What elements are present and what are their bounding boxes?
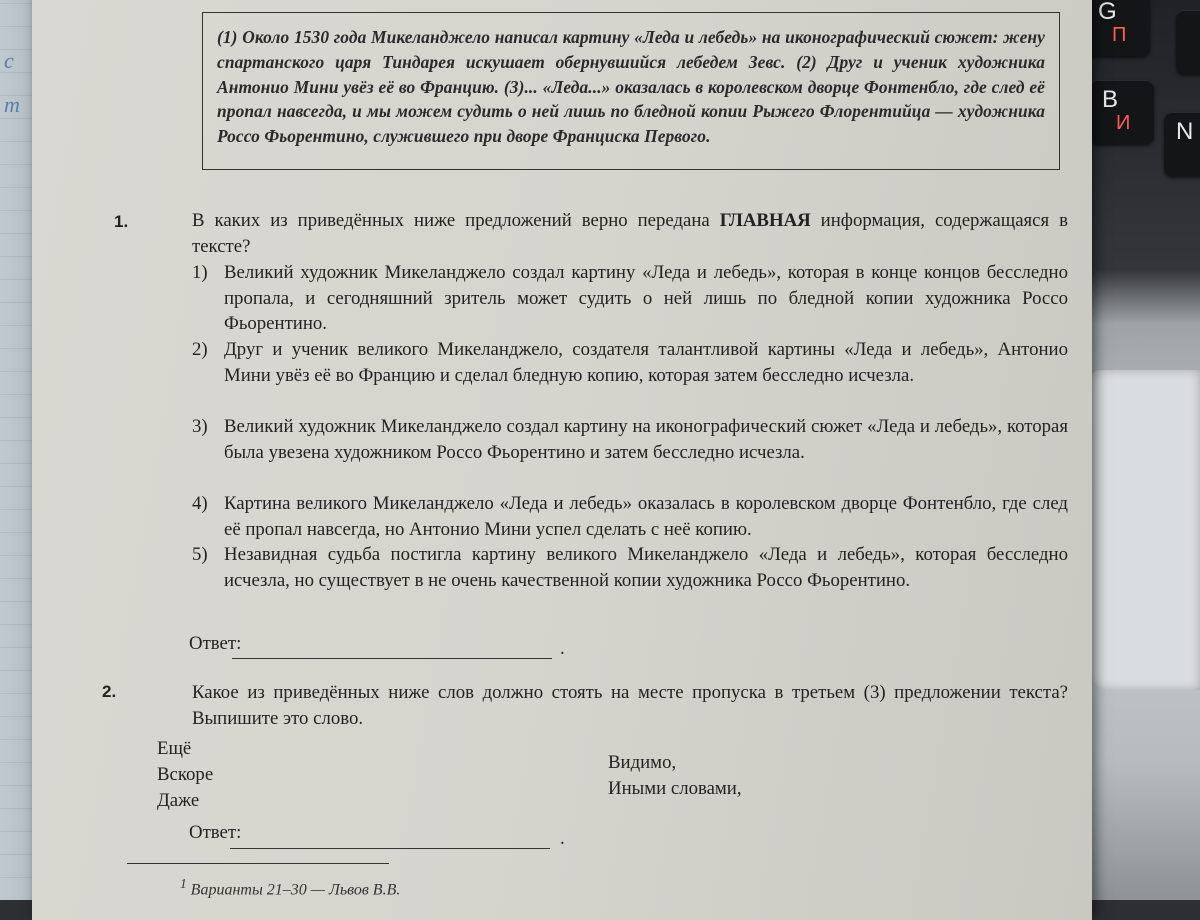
notebook-scribble: m [4,92,20,117]
footnote-divider [127,863,389,864]
emphasis-main: ГЛАВНАЯ [719,210,811,231]
choice-word: Иными словами, [608,778,742,799]
option-1: 1) Великий художник Микеланджело создал картину «Леда и лебедь», которая в конце концов бесследно пропала, и сегодняшний зритель может судить о ней лишь по бледной копии художника Россо Фьорентино. [192,262,1068,334]
answer-field-1[interactable] [232,658,552,659]
choice-word: Даже [157,790,200,811]
footnote: $^1$ Варианты 21–30 — Львов В.В. [180,876,401,899]
worksheet-page [32,0,1092,920]
keyboard-key-n: N [1164,112,1200,176]
answer-end-1: . [560,638,565,659]
answer-end-2: . [560,828,565,849]
notebook-scribble: c [4,48,14,73]
laptop-touchpad [1090,370,1200,690]
question-1-prompt: В каких из приведённых ниже предложений верно передана ГЛАВНАЯ информация, содержащаяся в тексте? [192,210,1068,257]
option-5: 5) Незавидная судьба постигла картину великого Микеланджело «Леда и лебедь», которая бесследно исчезла, но существует в не очень качественной копии художника Россо Фьорентино. [192,544,1068,591]
choice-word: Ещё [157,738,192,759]
keyboard-key-g: G П [1086,0,1150,56]
keyboard-key-b: B И [1090,80,1154,144]
question-2-number: 2. [102,682,117,701]
option-3: 3) Великий художник Микеланджело создал картину на иконографический сюжет «Леда и лебедь», которая была увезена художником Россо Фьорентино и затем бесследно исчезла. [192,416,1068,463]
question-1-number: 1. [114,212,129,231]
option-2: 2) Друг и ученик великого Микеланджело, создателя талантливой картины «Леда и лебедь», Антонио Мини увёз её во Францию и сделал бледную копию, которая затем бесследно исчезла. [192,339,1068,386]
choice-word: Вскоре [157,764,214,785]
choice-word: Видимо, [608,752,677,773]
answer-label-2: Ответ: [189,822,242,843]
source-passage: (1) Около 1530 года Микеланджело написал картину «Леда и лебедь» на иконографический сюжет: жену спартанского царя Тиндарея искушает обернувшийся лебедем Зевс. (2) Друг и ученик художника Антонио Мини увёз её во Францию. (3)... «Леда...» оказалась в королевском дворце Фонтенбло, где след её пропал навсегда, и мы можем судить о ней лишь по бледной копии Рыжего Флорентийца — художника Россо Фьорентино, служившего при дворе Франциска Первого. [202,12,1060,170]
answer-label-1: Ответ: [189,633,242,654]
answer-field-2[interactable] [230,848,550,849]
option-4: 4) Картина великого Микеланджело «Леда и лебедь» оказалась в королевском дворце Фонтенбло, где след её пропал навсегда, но Антонио Мини успел сделать с неё копию. [192,493,1068,540]
question-2-prompt: Какое из приведённых ниже слов должно стоять на месте пропуска в третьем (3) предложении текста? Выпишите это слово. [192,682,1068,729]
keyboard-key [1176,10,1200,74]
